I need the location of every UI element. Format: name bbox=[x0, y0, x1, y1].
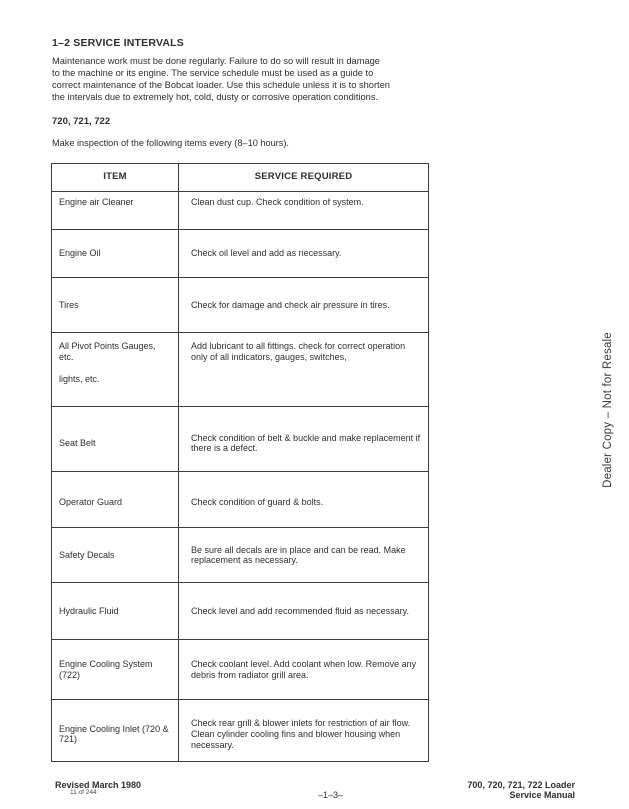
footer-manual-title bbox=[467, 781, 575, 800]
item-cell bbox=[52, 278, 179, 333]
item-cell bbox=[52, 230, 179, 278]
item-text: Operator Guard bbox=[59, 497, 123, 508]
item-cell bbox=[52, 333, 179, 407]
service-cell: Check coolant level. Add coolant when low. Remove any debris from radiator grill area. bbox=[179, 640, 429, 700]
table-row bbox=[52, 700, 429, 762]
service-cell: Check for damage and check air pressure in tires. bbox=[179, 278, 429, 333]
item-cell bbox=[52, 192, 179, 230]
section-heading: 1–2 SERVICE INTERVALS bbox=[52, 37, 184, 49]
item-text: All Pivot Points Gauges, etc. bbox=[59, 341, 156, 363]
service-table-body bbox=[52, 192, 429, 762]
service-cell: Check oil level and add as necessary. bbox=[179, 230, 429, 278]
item-text: Tires bbox=[59, 299, 79, 310]
item-cell bbox=[52, 472, 179, 528]
item-cell bbox=[52, 700, 179, 762]
footer-page-number: –1–3– bbox=[318, 790, 344, 800]
table-row bbox=[52, 528, 429, 583]
item-text: Engine Cooling Inlet (720 & 721) bbox=[59, 723, 169, 745]
item-text: Engine air Cleaner bbox=[59, 197, 134, 208]
service-cell: Check rear grill & blower inlets for restriction of air flow. Clean cylinder cooling fins and blower housing when necessary. bbox=[179, 700, 429, 762]
service-cell: Be sure all decals are in place and can be read. Make replacement as necessary. bbox=[179, 528, 429, 583]
intro-paragraph bbox=[52, 55, 462, 103]
intro-line: correct maintenance of the Bobcat loader. Use this schedule unless it is to shorten bbox=[52, 80, 390, 91]
item-cell bbox=[52, 583, 179, 640]
footer-manual-title-line2: Service Manual bbox=[509, 789, 575, 800]
table-row bbox=[52, 278, 429, 333]
item-text: Engine Cooling System (722) bbox=[59, 659, 153, 680]
footer-manual-title-line1: 700, 720, 721, 722 Loader bbox=[467, 780, 575, 790]
item-text: Hydraulic Fluid bbox=[59, 605, 119, 616]
table-row bbox=[52, 333, 429, 407]
table-header-service: SERVICE REQUIRED bbox=[179, 164, 429, 192]
dealer-copy-watermark: Dealer Copy – Not for Resale bbox=[602, 332, 614, 488]
item-text: Seat Belt bbox=[59, 437, 96, 448]
service-intervals-table bbox=[51, 163, 429, 762]
table-header-row bbox=[52, 164, 429, 192]
table-row bbox=[52, 407, 429, 472]
models-heading: 720, 721, 722 bbox=[52, 116, 111, 128]
item-cell bbox=[52, 528, 179, 583]
service-cell: Check condition of guard & bolts. bbox=[179, 472, 429, 528]
item-cell bbox=[52, 640, 179, 700]
intro-line: to the machine or its engine. The service schedule must be used as a guide to bbox=[52, 68, 374, 79]
table-row bbox=[52, 640, 429, 700]
footer-page-count: 11 of 244 bbox=[70, 789, 97, 796]
table-row bbox=[52, 192, 429, 230]
item-text: Engine Oil bbox=[59, 248, 101, 259]
service-cell: Clean dust cup. Check condition of system. bbox=[179, 192, 429, 230]
footer-revised-date: Revised March 1980 bbox=[55, 780, 142, 790]
intro-line: Maintenance work must be done regularly. Failure to do so will result in damage bbox=[52, 56, 380, 66]
table-row bbox=[52, 583, 429, 640]
table-header-item: ITEM bbox=[52, 164, 179, 192]
table-row bbox=[52, 472, 429, 528]
service-cell: Add lubricant to all fittings. check for correct operation only of all indicators, gauges, switches, bbox=[179, 333, 429, 407]
table-row bbox=[52, 230, 429, 278]
service-cell: Check level and add recommended fluid as necessary. bbox=[179, 583, 429, 640]
service-cell: Check condition of belt & buckle and make replacement if there is a defect. bbox=[179, 407, 429, 472]
page-content bbox=[52, 37, 462, 762]
item-text: lights, etc. bbox=[59, 373, 100, 384]
item-text: Safety Decals bbox=[59, 549, 115, 560]
inspection-note: Make inspection of the following items every (8–10 hours). bbox=[52, 138, 289, 149]
item-cell bbox=[52, 407, 179, 472]
intro-line: the intervals due to extremely hot, cold, dusty or corrosive operation conditions. bbox=[52, 92, 379, 103]
